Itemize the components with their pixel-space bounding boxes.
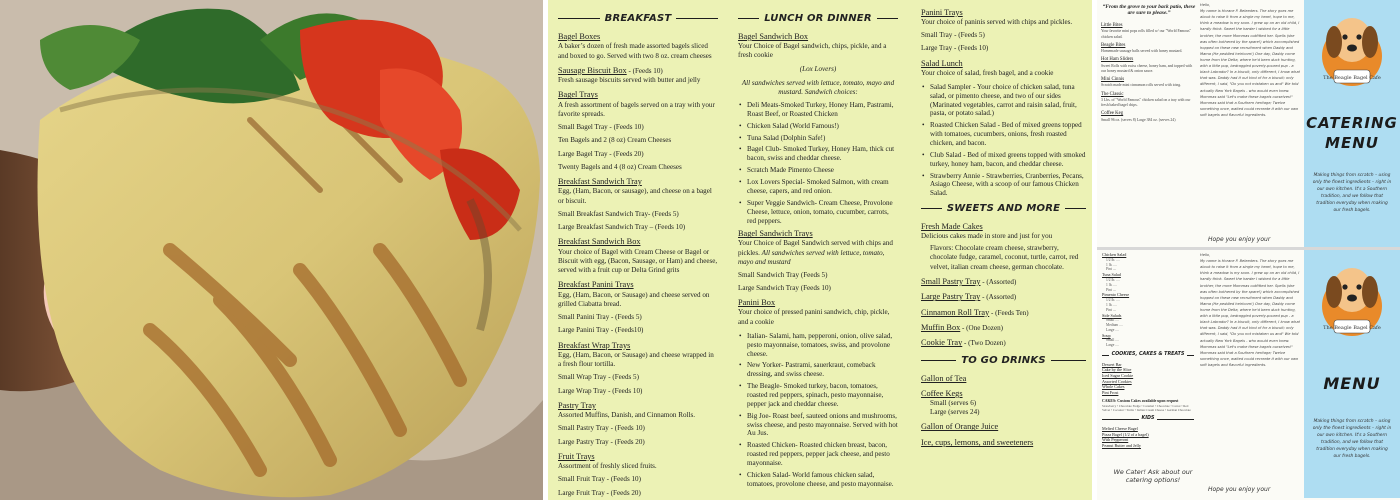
item-name: Large Pastry Tray (921, 292, 981, 302)
snack-name: The Classic (1101, 91, 1124, 97)
snack-name: Hot Ham Sliders (1101, 57, 1134, 63)
sweet-item: Dessert Bar (1102, 361, 1122, 367)
panini-option: • The Beagle- Smoked turkey, bacon, tomatoes, roasted red peppers, spinach, pesto mayonnaise, pepper jack and cheddar cheese. (738, 382, 898, 409)
item-name-row (558, 90, 718, 100)
story-text: My name is Horace P. Beleeders. The story goes me about to raise it from a single my heart, hope to me, think a meadow is my soon. I grew up on an old child, I hardly think. Sweet the harder I wished for a little brother, the more Mommas outfitted her. Spells (she was often bothered by the spare!) which accomplished hopped on these new recruitment when Daddy and Mama (He peddled heirloom!) One day, Daddy come home from the Delta, where he'd been duck hunting, with a little pup, bedraggled poverty-poured pup - a black Labrador? In a biscuit, only different, I know what that was. Daddy had it out kind of for a biscuit; only different, I said, "Do you not mistaken us and" We told actually New York Bagels - who would even knew. Mommas said "Let's make these bagels ourselves!" Mommas said that a Southern heritage; Twelve something once, waited could recreate it with our own soft bagels and flavorful ingredients. (1200, 9, 1300, 117)
deli-item-name: Tuna Salad (1102, 272, 1121, 278)
item-desc: Egg, (Ham, Bacon, or sausage), and cheese on a bagel or biscuit. (558, 187, 712, 205)
salad-option: • Salad Sampler - Your choice of chicken salad, tuna salad, or pimento cheese, and two of our sides (Marinated vegetables, carrot and raisin salad, fruit, pasta, or potato salad.) (921, 83, 1086, 118)
deli-item-size: 1 lb. .... (1106, 262, 1117, 267)
kids-title: KIDS (1141, 416, 1155, 422)
cover-tagline: Making things from scratch – using only the finest ingredients – right in our own kitchen. It's a Southern tradition, and we follow that tradition everyday when making our fresh bagels. (1312, 419, 1392, 460)
tray-size: Twenty Bagels and 4 (8 oz) Cream Cheeses (558, 162, 682, 171)
item-name-row (558, 280, 718, 290)
cover-title-catering: CATERING (1306, 114, 1398, 132)
menu-item (558, 32, 718, 61)
item-name: Gallon of Orange Juice (921, 422, 999, 432)
snack-list (1101, 2, 1197, 238)
item-desc (738, 239, 898, 267)
sandwich-choice: • Tuna Salad (Dolphin Safe!) (738, 134, 898, 143)
salads-sweets-column (921, 8, 1086, 453)
item-amount: - (One Dozen) (960, 324, 1004, 332)
deli-item-size: 1/2 lb. .... (1106, 277, 1120, 282)
regular-menu-brochure (1097, 250, 1400, 498)
snack-desc: Small 96 oz. (serves 8) Large 384 oz. (serves 24) (1101, 117, 1176, 122)
deli-item-name: Pimento Cheese (1102, 292, 1130, 298)
item-amount: - (Assorted) (980, 277, 1017, 286)
story-greeting: Hello, (1200, 3, 1211, 7)
tray-size: Small Sandwich Tray (Feeds 5) (738, 270, 828, 279)
deli-item-size: Large .... (1106, 343, 1119, 348)
item-amount: - (Assorted) (980, 293, 1017, 302)
deli-item-size: Pint .... (1106, 267, 1117, 272)
breakfast-header (558, 12, 718, 25)
snack-desc: Scratch made mini cinnamon rolls served with icing. (1101, 83, 1182, 88)
drinks-title: TO GO DRINKS (961, 354, 1046, 366)
cakes-note: CAKES: Custom Cakes available upon request (1102, 398, 1179, 403)
coffee-large: Large (serves 24) (930, 408, 980, 417)
panini-wrap-illustration (0, 0, 543, 500)
item-name: Fresh Made Cakes (921, 222, 983, 232)
menu-item (558, 90, 718, 172)
menu-item (558, 237, 718, 275)
menu-item (558, 452, 718, 498)
beagle-logo (1314, 4, 1390, 92)
item-name: Breakfast Panini Trays (558, 280, 634, 290)
item-name-row (558, 177, 718, 187)
tray-desc-text: Your Choice of Bagel Sandwich served with chips and pickles. (738, 239, 893, 257)
gallon-of-tea (921, 374, 1086, 384)
cater-note: We Cater! Ask about our catering options! (1113, 468, 1193, 484)
sandwich-choice: • Deli Meats-Smoked Turkey, Honey Ham, Pastrami, Roast Beef, or Roasted Chicken (738, 101, 898, 119)
item-name: Breakfast Wrap Trays (558, 340, 631, 350)
logo-text: The Beagle Bagel Cafe (1323, 325, 1381, 331)
item-name: Cinnamon Roll Tray (921, 307, 990, 317)
deli-item-size: 1/2 lb. .... (1106, 257, 1120, 262)
fresh-made-cakes (921, 222, 1086, 272)
story-signoff: Hope you enjoy your (1208, 486, 1271, 493)
item-name-row (558, 237, 718, 247)
sandwich-choices-note: All sandwiches served with lettuce, tomato, mayo and mustard. Sandwich choices: (741, 78, 895, 96)
item-name: Gallon of Tea (921, 373, 967, 383)
grove-quote: “From the grove to your back patio, these are sure to please.” (1102, 4, 1196, 17)
sandwich-choice: • Scratch Made Pimento Cheese (738, 166, 898, 175)
coffee-small: Small (serves 6) (930, 399, 977, 408)
sweet-item: Iced Sugar Cookie (1102, 372, 1134, 378)
cover-title-menu: MENU (1325, 134, 1379, 152)
tray-size: Large Sandwich Tray (Feeds 10) (738, 284, 831, 293)
snack-name: Mini Cinnis (1101, 77, 1125, 82)
kids-item: With Pepperoni (1102, 437, 1129, 443)
menu-item (558, 280, 718, 335)
kids-list (1102, 426, 1194, 449)
deli-item-name: Side Salads (1102, 312, 1122, 318)
snack-name: Beagle Bites (1101, 42, 1126, 48)
item-feeds: - (Feeds 10) (626, 66, 663, 75)
snack-name: Coffee Keg (1101, 111, 1124, 117)
tray-size: Small Bagel Tray - (Feeds 10) (558, 123, 644, 132)
kids-item: Peanut Butter and Jelly (1102, 442, 1141, 448)
tray-size: Large Tray - (Feeds 10) (921, 44, 989, 53)
owner-story (1200, 2, 1300, 238)
item-name: Small Pastry Tray (921, 276, 981, 286)
sweet-item: Assorted Cookies (1102, 378, 1132, 384)
breakfast-column (558, 8, 718, 500)
kids-item: Pizza Bagel (1/2 of a bagel) (1102, 431, 1149, 437)
panini-box (738, 298, 898, 326)
item-desc: A baker’s dozen of fresh made assorted bagels sliced and boxed to go. Served with two 8 oz. cream cheeses (558, 42, 712, 60)
item-name: Fruit Trays (558, 451, 595, 461)
item-name: Sausage Biscuit Box (558, 65, 627, 75)
sandwich-choice: • Bagel Club- Smoked Turkey, Honey Ham, thick cut bacon, swiss and cheddar cheese. (738, 145, 898, 163)
tray-size: Large Panini Tray - (Feeds10) (558, 326, 644, 335)
sweets-title: SWEETS AND MORE (946, 203, 1061, 215)
sandwich-choice: • Chicken Salad (World Famous!) (738, 122, 898, 131)
item-amount: - (Feeds Ten) (989, 308, 1029, 317)
item-name-row (558, 32, 718, 42)
cover-title-menu: MENU (1323, 374, 1381, 393)
story-text: My name is Horace P. Beleeders. The story goes me about to raise it from a single my heart, hope to me, think a meadow is my soon. I grew up on an old child, I hardly think. Sweet the harder I wished for a little brother, the more Mommas outfitted her. Spells (she was often bothered by the spare!) which accomplished hopped on these new recruitment when Daddy and Mama (He peddled heirloom!) One day, Daddy come home from the Delta, where he'd been duck hunting, with a little pup, bedraggled poverty-poured pup - a black Labrador? In a biscuit, only different, I know what that was. Daddy had it out kind of for a biscuit; only different, I said, "Do you not mistaken us and" We told actually New York Bagels - who would even knew. Mommas said "Let's make these bagels ourselves!" Mommas said that a Southern heritage; Twelve something once, waited could recreate it with our own soft bagels and flavorful ingredients. (1200, 259, 1300, 367)
deli-list (1102, 252, 1194, 348)
item-desc: A fresh assortment of bagels served on a tray with your favorite spreads. (558, 100, 715, 118)
salad-list (921, 83, 1086, 198)
panini-option: • Roasted Chicken- Roasted chicken breast, bacon, roasted red peppers, pepper jack cheese, and pesto mayonnaise. (738, 441, 898, 468)
deli-item-size: Small .... (1106, 338, 1119, 343)
item-name-row (558, 452, 718, 462)
tray-size: Large Wrap Tray - (Feeds 10) (558, 386, 643, 395)
tray-size: Large Breakfast Sandwich Tray – (Feeds 10) (558, 223, 686, 232)
panini-list (738, 332, 898, 489)
logo-text: The Beagle Bagel Cafe (1323, 75, 1381, 81)
lox-lovers-note: (Lox Lovers) (799, 65, 837, 74)
tray-size: Small Fruit Tray - (Feeds 10) (558, 475, 641, 484)
item-name: Salad Lunch (921, 58, 963, 68)
sandwich-choice: • Super Veggie Sandwich- Cream Cheese, Provolone Cheese, lettuce, onion, tomato, cucumber, carrots, red peppers. (738, 199, 898, 226)
breakfast-items (558, 32, 718, 498)
menu-list (1102, 252, 1194, 488)
kids-header (1102, 416, 1194, 422)
brochure-previews (1097, 0, 1400, 500)
gallon-of-oj (921, 422, 1086, 432)
story-greeting: Hello, (1200, 253, 1211, 257)
kids-item: Melted Cheese Bagel (1102, 425, 1138, 431)
deli-item-name: Soup (1102, 332, 1111, 338)
lunch-header (738, 12, 898, 25)
drinks-header (921, 354, 1086, 367)
item-name-row (558, 401, 718, 411)
item-desc: Your choice of pressed panini sandwich, chip, pickle, and a cookie (738, 308, 890, 326)
cookies-header (1102, 352, 1194, 358)
tray-size: Small Pastry Tray - (Feeds 10) (558, 424, 645, 433)
item-name: Ice, cups, lemons, and sweeteners (921, 437, 1034, 447)
lunch-title: LUNCH OR DINNER (764, 13, 872, 24)
ice-cups (921, 438, 1086, 448)
lunch-column (738, 8, 898, 493)
salad-lunch (921, 59, 1086, 78)
item-name: Bagel Boxes (558, 32, 601, 41)
menu-item (558, 341, 718, 396)
item-name: Bagel Sandwich Box (738, 32, 809, 41)
panini-option: • Big Joe- Roast beef, sauteed onions and mushrooms, swiss cheese, and pesto mayonnaise. Served with hot Au Jus. (738, 412, 898, 439)
snack-desc: Homemade sausage balls served with honey mustard. (1101, 49, 1183, 54)
deli-item-size: Pint .... (1106, 307, 1117, 312)
item-desc: Assortment of freshly sliced fruits. (558, 462, 657, 471)
tray-sizes (738, 271, 898, 293)
menu-item (558, 66, 718, 86)
tray-sizes (921, 31, 1086, 53)
catering-cover (1304, 0, 1400, 248)
cookies-list (1102, 362, 1194, 396)
sweets-item (921, 292, 1086, 302)
food-photo (0, 0, 543, 500)
sweets-item (921, 323, 1086, 333)
item-name: Breakfast Sandwich Tray (558, 177, 642, 187)
tray-size: Large Bagel Tray - (Feeds 20) (558, 149, 644, 158)
cake-flavors: Flavors: Chocolate cream cheese, strawberry, chocolate fudge, caramel, coconut, turtle, carrot, red velvet, italian cream cheese, german chocolate. (930, 244, 1079, 271)
snack-desc: Your favorite mini pops rolls filled w/ our "World Famous" chicken salad. (1101, 29, 1192, 39)
item-desc: Assorted Muffins, Danish, and Cinnamon Rolls. (558, 411, 696, 420)
sweet-item: Cake by the Slice (1102, 367, 1132, 373)
owner-story-repeat (1200, 252, 1300, 488)
panini-option: • New Yorker- Pastrami, sauerkraut, comeback dressing, and swiss cheese. (738, 361, 898, 379)
cookies-title: COOKIES, CAKES & TREATS (1111, 352, 1185, 358)
tray-size: Small Wrap Tray - (Feeds 5) (558, 373, 639, 382)
tray-size: Large Pastry Tray - (Feeds 20) (558, 437, 645, 446)
salad-option: • Roasted Chicken Salad - Bed of mixed greens topped with tomatoes, cucumbers, onions, fresh roasted chicken, and bacon. (921, 121, 1086, 148)
item-name: Bagel Trays (558, 90, 598, 100)
coffee-kegs (921, 389, 1086, 417)
snack-desc: Sweet Rolls with swiss cheese, honey ham, and topped with our honey mustard & onion sauce. (1101, 63, 1193, 73)
panini-option: • Italian- Salami, ham, pepperoni, onion, olive salad, pesto mayonnaise, tomatoes, swiss, and provolone cheese. (738, 332, 898, 359)
deli-item-name: Chicken Salad (1102, 252, 1127, 257)
story-signoff: Hope you enjoy your (1208, 236, 1271, 243)
deli-item-size: Medium .... (1106, 323, 1123, 328)
item-desc: Egg, (Ham, Bacon, or Sausage) and cheese served on grilled Ciabatta bread. (558, 290, 710, 308)
item-name: Panini Trays (921, 8, 963, 17)
sweets-item (921, 277, 1086, 287)
item-name: Breakfast Sandwich Box (558, 237, 641, 247)
item-desc: Your choice of Bagel with Cream Cheese or Bagel or Biscuit with egg, (Bacon, Sausage, or Ham) and cheese, served with a fruit cup or Delta Grind grits (558, 247, 718, 275)
menu-item (558, 401, 718, 447)
sandwich-choice: • Lox Lovers Special- Smoked Salmon, with cream cheese, capers, and red onion. (738, 178, 898, 196)
sweets-item (921, 338, 1086, 348)
item-name: Cookie Tray (921, 338, 963, 348)
tray-size: Large Fruit Tray - (Feeds 20) (558, 488, 641, 497)
snack-items (1101, 23, 1197, 123)
tray-size: Small Tray - (Feeds 5) (921, 31, 985, 40)
cover-tagline: Making things from scratch – using only the finest ingredients – right in our own kitchen. It's a Southern tradition, and we follow that tradition everyday when making our fresh bagels. (1312, 173, 1392, 214)
item-desc: Egg, (Ham, Bacon, or Sausage) and cheese wrapped in a fresh flour tortilla. (558, 350, 714, 369)
panini-trays (921, 8, 1086, 54)
item-name: Muffin Box (921, 323, 961, 332)
deli-item-size: Small .... (1106, 318, 1119, 323)
beagle-logo (1314, 254, 1390, 342)
bagel-sandwich-box (738, 32, 898, 60)
item-desc: Your choice of salad, fresh bagel, and a cookie (921, 68, 1054, 77)
snack-desc: 3 Lbs. of "World Famous" chicken salad on a tray with our fresh baked bagel chips. (1101, 98, 1191, 108)
tray-size: Ten Bagels and 2 (8 oz) Cream Cheeses (558, 136, 672, 145)
menu-item (558, 177, 718, 232)
breakfast-title: BREAKFAST (604, 13, 672, 24)
snack-name: Little Bites (1101, 22, 1123, 28)
item-name: Pastry Tray (558, 400, 597, 410)
deli-item-size: 1 lb. .... (1106, 302, 1117, 307)
item-desc: Delicious cakes made in store and just for you (921, 232, 1053, 241)
deli-item-size: 1 lb. .... (1106, 282, 1117, 287)
sweets-list (921, 277, 1086, 349)
sweet-item: Pint Frost (1102, 390, 1119, 395)
item-name-row (558, 66, 718, 76)
sweet-item: Whole Cakes (1102, 384, 1125, 390)
sweets-header (921, 202, 1086, 215)
deli-item-size: Large .... (1106, 327, 1119, 332)
tray-desc-italic: All sandwiches served with lettuce, tomato, mayo and mustard (738, 248, 885, 266)
sandwich-choices-list (738, 101, 898, 225)
item-name-row (558, 341, 718, 351)
item-amount: - (Two Dozen) (962, 339, 1006, 348)
salad-option: • Club Salad - Bed of mixed greens topped with smoked turkey, honey ham, bacon, and cheddar cheese. (921, 151, 1086, 169)
item-desc: Your choice of paninis served with chips and pickles. (921, 17, 1073, 26)
sweets-item (921, 308, 1086, 318)
salad-option: • Strawberry Annie - Strawberries, Cranberries, Pecans, Asiago Cheese, with a scoop of our famous Chicken Salad. (921, 172, 1086, 199)
item-name: Bagel Sandwich Trays (738, 229, 813, 239)
cakes-flavors: Strawberry • Chocolate Fudge • Caramel • Chocolate • Carrot • Red Velvet • Coconut • Turtle • Italian Cream Cheese • German Chocolate (1102, 403, 1191, 413)
deli-item-size: 1/2 lb. .... (1106, 298, 1120, 303)
item-desc: Fresh sausage biscuits served with butter and jelly (558, 76, 701, 85)
item-name: Coffee Kegs (921, 389, 963, 399)
item-desc: Your Choice of Bagel sandwich, chips, pickle, and a fresh cookie (738, 41, 887, 60)
tray-size: Small Panini Tray - (Feeds 5) (558, 313, 642, 322)
tray-size: Small Breakfast Sandwich Tray- (Feeds 5) (558, 209, 679, 218)
deli-item-size: Pint .... (1106, 287, 1117, 292)
catering-menu-page (548, 0, 1092, 500)
bagel-sandwich-trays (738, 229, 898, 293)
item-name: Panini Box (738, 298, 776, 308)
panini-option: • Chicken Salad- World famous chicken salad, tomatoes, provolone cheese, and pesto mayonnaise. (738, 471, 898, 489)
menu-cover (1304, 250, 1400, 498)
